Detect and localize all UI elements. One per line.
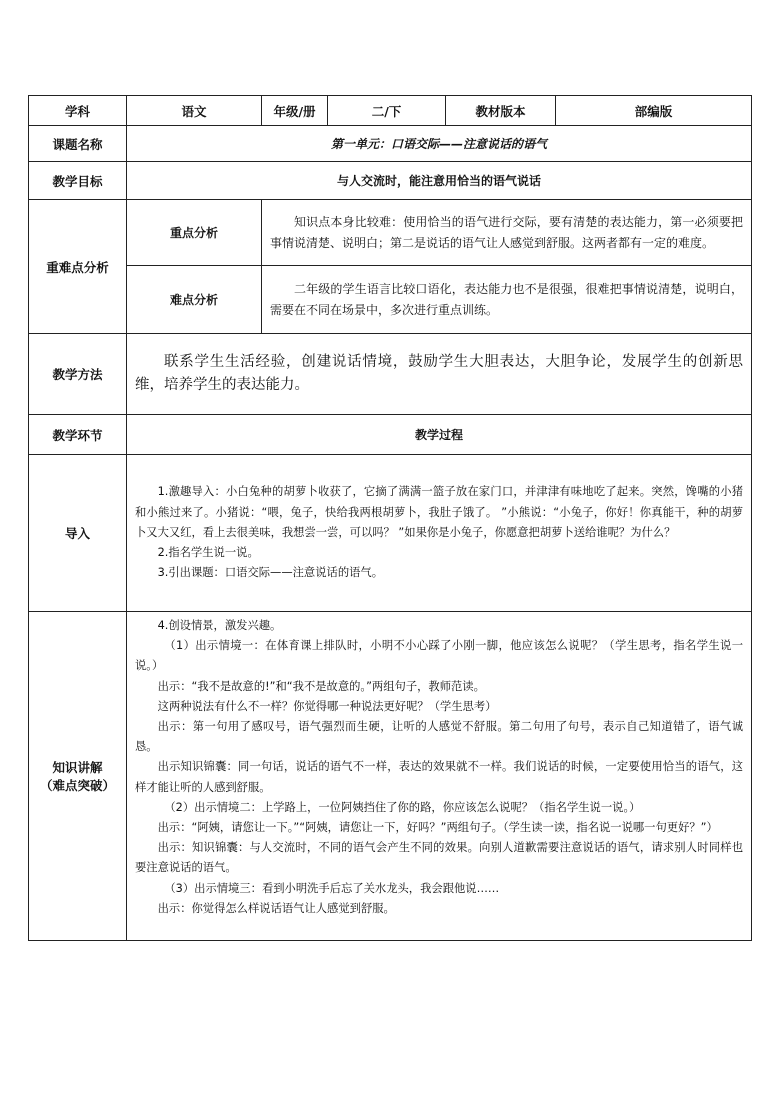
- intro-paragraph-2: 2.指名学生说一说。: [157, 546, 259, 560]
- goal-text: 与人交流时，能注意用恰当的语气说话: [127, 162, 752, 200]
- lesson-plan-table: [28, 95, 752, 941]
- intro-cell: [127, 455, 752, 612]
- method-label: 教学方法: [29, 334, 127, 415]
- key-analysis-cell: [262, 200, 752, 266]
- knowledge-line: 出示：知识锦囊：与人交流时，不同的语气会产生不同的效果。向别人道歉需要注意说话的语气，请求别人时同样也要注意说话的语气。: [135, 841, 743, 875]
- hard-analysis-row: [29, 266, 752, 334]
- subject-label: 学科: [29, 96, 127, 126]
- method-text: 联系学生生活经验，创建说话情境，鼓励学生大胆表达，大胆争论，发展学生的创新思维，培养学生的表达能力。: [135, 354, 743, 393]
- knowledge-label-line1: 知识讲解: [52, 760, 103, 775]
- knowledge-label: [29, 612, 127, 941]
- knowledge-line: （2）出示情境二：上学路上，一位阿姨挡住了你的路，你应该怎么说呢？（指名学生说一说。）: [164, 800, 641, 814]
- knowledge-line: 出示：第一句用了感叹号，语气强烈而生硬，让听的人感觉不舒服。第二句用了句号，表示自己知道错了，语气诚恳。: [135, 720, 743, 754]
- process-header-row: [29, 415, 752, 455]
- knowledge-line: （3）出示情境三：看到小明洗手后忘了关水龙头，我会跟他说……: [164, 881, 500, 895]
- knowledge-line: （1）出示情境一：在体育课上排队时，小明不小心踩了小刚一脚，他应该怎么说呢？（学生思考，指名学生说一说。）: [135, 639, 743, 673]
- difficulty-label: 重难点分析: [29, 200, 127, 334]
- subject-value: 语文: [127, 96, 262, 126]
- key-analysis-row: [29, 200, 752, 266]
- intro-paragraph-1: 1.激趣导入：小白兔种的胡萝卜收获了，它摘了满满一篮子放在家门口，并津津有味地吃了起来。突然，馋嘴的小猪和小熊过来了。小猪说：“喂，兔子，快给我两根胡萝卜，我肚子饿了。 ”小熊说：“小兔子，你好！你真能干，种的胡萝卜又大又红，看上去很美味，我想尝一尝，可以吗？ ”如果你是小兔子，你愿意把胡萝卜送给谁呢？为什么？: [135, 485, 743, 539]
- key-analysis-text: 知识点本身比较难：使用恰当的语气进行交际，要有清楚的表达能力，第一必须要把事情说清楚、说明白；第二是说话的语气让人感觉到舒服。这两者都有一定的难度。: [270, 214, 743, 250]
- hard-analysis-cell: [262, 266, 752, 334]
- header-row: [29, 96, 752, 126]
- edition-label: 教材版本: [446, 96, 556, 126]
- knowledge-row: [29, 612, 752, 941]
- knowledge-cell: [127, 612, 752, 941]
- knowledge-line: 出示：“阿姨，请您让一下。”“阿姨，请您让一下，好吗？”两组句子。（学生读一读，指名说一说哪一句更好？”）: [157, 821, 718, 835]
- knowledge-label-line2: （难点突破）: [39, 778, 115, 793]
- lesson-label: 课题名称: [29, 126, 127, 162]
- knowledge-line: 出示知识锦囊：同一句话，说话的语气不一样，表达的效果就不一样。我们说话的时候，一定要使用恰当的语气，这样才能让听的人感到舒服。: [135, 760, 743, 794]
- intro-paragraph-3: 3.引出课题：口语交际——注意说话的语气。: [157, 566, 384, 580]
- knowledge-line: 出示：“我不是故意的!”和“我不是故意的。”两组句子，教师范读。: [157, 679, 485, 693]
- knowledge-line: 4.创设情景，激发兴趣。: [157, 619, 282, 632]
- lesson-row: [29, 126, 752, 162]
- lesson-title: 第一单元：口语交际——注意说话的语气: [127, 126, 752, 162]
- intro-row: [29, 455, 752, 612]
- grade-value: 二/下: [328, 96, 446, 126]
- hard-analysis-text: 二年级的学生语言比较口语化，表达能力也不是很强，很难把事情说清楚，说明白，需要在不同在场景中，多次进行重点训练。: [270, 281, 743, 317]
- process-title: 教学过程: [127, 415, 752, 455]
- knowledge-line: 出示：你觉得怎么样说话语气让人感觉到舒服。: [157, 901, 395, 915]
- goal-label: 教学目标: [29, 162, 127, 200]
- grade-label: 年级/册: [262, 96, 328, 126]
- knowledge-line: 这两种说法有什么不一样？你觉得哪一种说法更好呢？（学生思考）: [157, 699, 497, 713]
- goal-row: [29, 162, 752, 200]
- process-label: 教学环节: [29, 415, 127, 455]
- hard-analysis-label: 难点分析: [127, 266, 262, 334]
- method-row: [29, 334, 752, 415]
- key-analysis-label: 重点分析: [127, 200, 262, 266]
- intro-label: 导入: [29, 455, 127, 612]
- edition-value: 部编版: [556, 96, 752, 126]
- method-cell: [127, 334, 752, 415]
